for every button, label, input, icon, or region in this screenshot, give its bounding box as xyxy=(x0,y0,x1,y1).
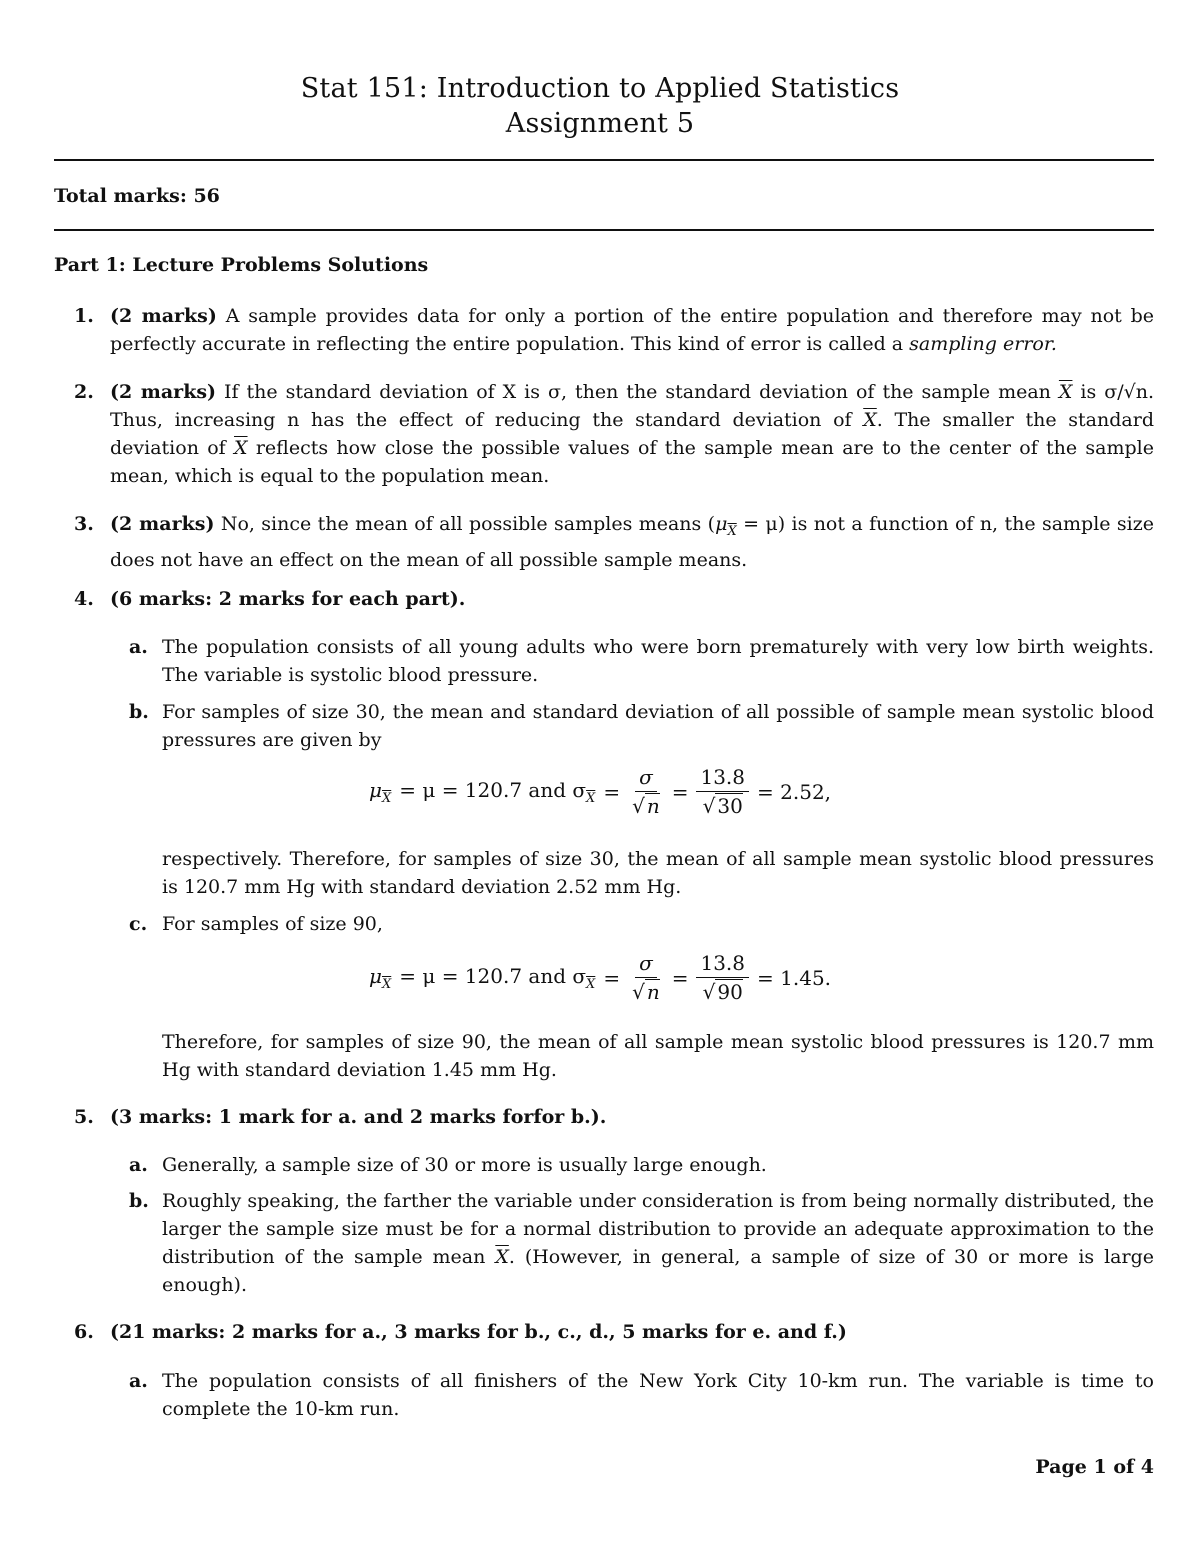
question-body xyxy=(110,378,1154,490)
question-5 xyxy=(74,1103,1154,1131)
total-marks: Total marks: 56 xyxy=(54,185,220,207)
question-1 xyxy=(74,302,1154,358)
question-number: 3. xyxy=(74,513,94,535)
question-number: 1. xyxy=(74,305,94,327)
question-6a xyxy=(129,1367,1154,1423)
page-number: Page 1 of 4 xyxy=(1035,1456,1154,1478)
question-4 xyxy=(74,585,1154,613)
question-text: reflects how close the possible values of the sample mean are to the center of the sample mean, which is equal to the population mean. xyxy=(110,437,1155,487)
mu-symbol: μ xyxy=(715,513,728,535)
xbar-subscript: X xyxy=(381,976,392,992)
question-text: ) is not a function of n, the sample size does not have an effect on the mean of all possible sample means. xyxy=(110,513,1154,571)
question-text: . The smaller the standard deviation of xyxy=(110,409,1154,459)
question-body xyxy=(110,1318,1154,1346)
emphasis-term: sampling error. xyxy=(909,333,1057,355)
xbar-symbol: $\overline{X}$ xyxy=(495,1246,509,1268)
fraction-values: $\frac{13.8}{√ 90}$ xyxy=(696,951,749,1004)
question-marks: (2 marks) xyxy=(110,513,215,535)
question-marks: (2 marks) xyxy=(110,305,217,327)
mu-symbol: μ xyxy=(368,963,382,988)
question-number: 5. xyxy=(74,1106,94,1128)
xbar-subscript: X xyxy=(586,976,596,992)
part-text: For samples of size 90, xyxy=(162,913,383,935)
question-body xyxy=(110,585,1154,613)
question-number: 4. xyxy=(74,588,94,610)
question-text: = μ xyxy=(736,513,778,535)
question-marks: (21 marks: 2 marks for a., 3 marks for b., c., d., 5 marks for e. and f.) xyxy=(110,1321,847,1343)
equation-result: = 2.52, xyxy=(757,779,832,804)
question-4a xyxy=(129,633,1154,689)
numerator: 13.8 xyxy=(696,951,749,978)
part-label: c. xyxy=(129,913,148,935)
part-text xyxy=(162,1187,1154,1299)
denominator: n xyxy=(646,980,660,1004)
question-5a xyxy=(129,1151,1154,1179)
part-text: For samples of size 30, the mean and standard deviation of all possible of sample mean systolic blood pressures are given by xyxy=(162,701,1154,751)
part-label: a. xyxy=(129,1154,148,1176)
question-number: 2. xyxy=(74,381,94,403)
question-4c xyxy=(129,910,1154,938)
question-text: If the standard deviation of X is σ, then the standard deviation of the sample mean xyxy=(224,381,1051,403)
part-text-b: . (However, in general, a sample of size of 30 or more is large enough). xyxy=(162,1246,1154,1296)
question-5b xyxy=(129,1187,1154,1299)
question-text: A sample provides data for only a portion of the entire population and therefore may not be perfectly accurate in reflecting the entire population. This kind of error is called a xyxy=(110,305,1155,355)
mu-symbol: μ xyxy=(368,777,382,802)
question-body xyxy=(110,302,1154,358)
part-label: a. xyxy=(129,636,148,658)
fraction-values: $\frac{13.8}{√ 30}$ xyxy=(696,765,749,818)
xbar-symbol: $\overline{X}$ xyxy=(1058,381,1073,403)
question-body xyxy=(110,510,1154,574)
part-label: b. xyxy=(129,1190,149,1212)
xbar-subscript: X xyxy=(586,790,596,806)
denominator: 30 xyxy=(717,794,743,818)
part-text: Generally, a sample size of 30 or more is usually large enough. xyxy=(162,1154,767,1176)
question-6 xyxy=(74,1318,1154,1346)
document-title: Stat 151: Introduction to Applied Statistics xyxy=(300,73,900,104)
question-4b xyxy=(129,698,1154,754)
question-marks: (2 marks) xyxy=(110,381,217,403)
question-number: 6. xyxy=(74,1321,94,1343)
part-text-a: Roughly speaking, the farther the variable under consideration is from being normally distributed, the larger the sample size must be for a normal distribution to provide an adequate approximation to the distribution of the sample mean xyxy=(162,1190,1154,1268)
part-label: a. xyxy=(129,1370,148,1392)
denominator: 90 xyxy=(717,980,743,1004)
equation-lhs: = μ = 120.7 and σ xyxy=(399,777,587,802)
xbar-symbol: $\overline{X}$ xyxy=(863,409,877,431)
question-text: is σ/√n. Thus, increasing n has the effect of reducing the standard deviation of xyxy=(110,381,1154,431)
part-text: The population consists of all finishers of the New York City 10-km run. The variable is time to complete the 10-km run. xyxy=(162,1370,1154,1420)
fraction-sigma-over-root-n: $\frac{\sigma}{√ n}$ xyxy=(632,951,660,1004)
xbar-symbol: $\overline{X}$ xyxy=(234,437,248,459)
numerator: 13.8 xyxy=(696,765,749,792)
numerator: σ xyxy=(635,951,657,978)
question-marks: (3 marks: 1 mark for a. and 2 marks forfor b.). xyxy=(110,1106,607,1128)
question-body xyxy=(110,1103,1154,1131)
equation-result: = 1.45. xyxy=(757,965,832,990)
part-text: The population consists of all young adults who were born prematurely with very low birth weights. The variable is systolic blood pressure. xyxy=(162,636,1154,686)
xbar-subscript: X xyxy=(727,523,737,539)
top-rule xyxy=(54,159,1154,161)
fraction-sigma-over-root-n: $\frac{\sigma}{√ n}$ xyxy=(632,765,660,818)
part-heading: Part 1: Lecture Problems Solutions xyxy=(54,254,429,276)
document-subtitle: Assignment 5 xyxy=(505,108,695,139)
equation-n30: $\mu_{\overline{X}}$ = μ = 120.7 and $\sigma_{\overline{X}}$ = $\frac{\sigma}{√ n}$ = $\frac{13.8}{√ 30}$ = 2.52, xyxy=(368,765,832,818)
equation-lhs: = μ = 120.7 and σ xyxy=(399,963,587,988)
second-rule xyxy=(54,229,1154,231)
part-label: b. xyxy=(129,701,149,723)
denominator: n xyxy=(646,794,660,818)
equation-n90: $\mu_{\overline{X}}$ = μ = 120.7 and $\sigma_{\overline{X}}$ = $\frac{\sigma}{√ n}$ = $\frac{13.8}{√ 90}$ = 1.45. xyxy=(368,951,832,1004)
question-4b-continued: respectively. Therefore, for samples of size 30, the mean of all sample mean systolic blood pressures is 120.7 mm Hg with standard deviation 2.52 mm Hg. xyxy=(162,848,1154,898)
numerator: σ xyxy=(635,765,657,792)
question-4c-continued: Therefore, for samples of size 90, the mean of all sample mean systolic blood pressures is 120.7 mm Hg with standard deviation 1.45 mm Hg. xyxy=(162,1031,1154,1081)
xbar-subscript: X xyxy=(381,790,392,806)
question-marks: (6 marks: 2 marks for each part). xyxy=(110,588,466,610)
question-2 xyxy=(74,378,1154,490)
question-3 xyxy=(74,510,1154,574)
question-text: No, since the mean of all possible samples means ( xyxy=(220,513,716,535)
